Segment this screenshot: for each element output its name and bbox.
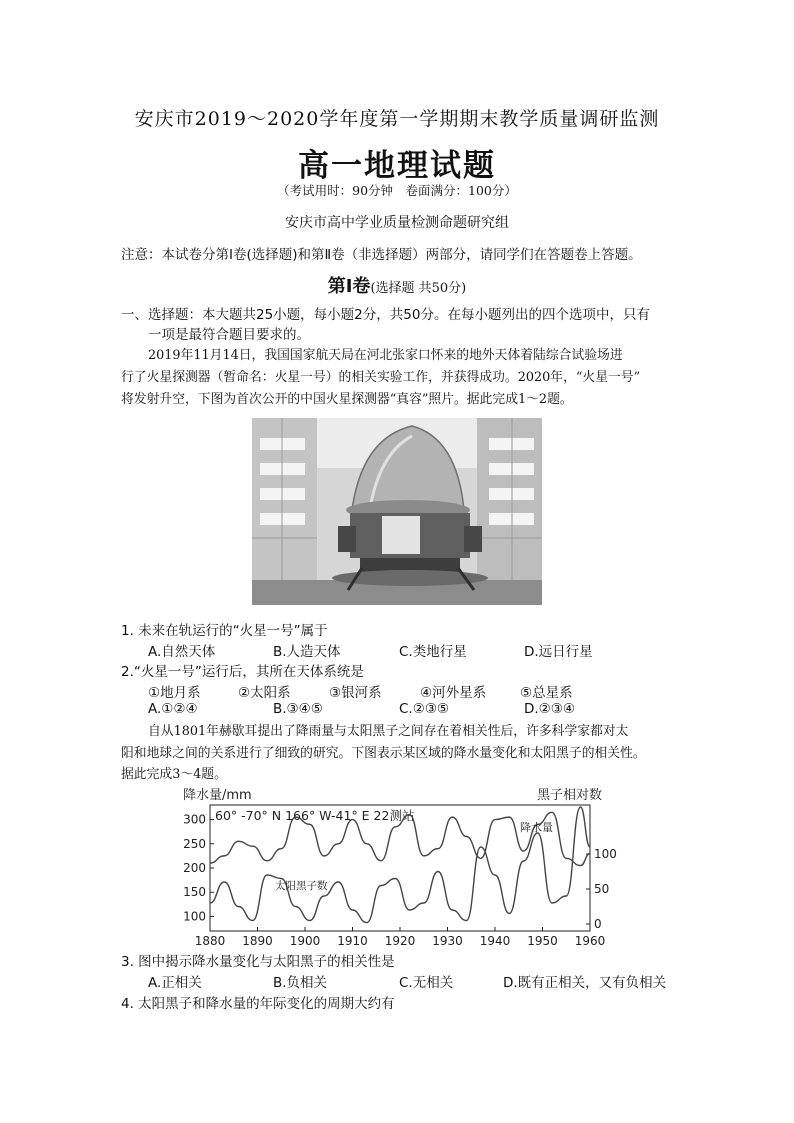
x-tick-label: 1900 bbox=[289, 934, 321, 948]
x-tick-label: 1910 bbox=[337, 934, 368, 948]
exam-header-line: 安庆市2019～2020学年度第一学期期末教学质量调研监测 bbox=[134, 108, 660, 130]
y-right-tick-label: 100 bbox=[594, 847, 617, 861]
q2-item-5: ⑤总星系 bbox=[520, 685, 573, 701]
y-axis-right-label: 黑子相对数 bbox=[537, 788, 603, 803]
organizer: 安庆市高中学业质量检测命题研究组 bbox=[285, 215, 509, 231]
x-tick-label: 1890 bbox=[242, 934, 273, 948]
y-left-tick-label: 200 bbox=[183, 861, 206, 875]
q2-item-1: ①地月系 bbox=[148, 685, 201, 701]
x-tick-label: 1930 bbox=[432, 934, 463, 948]
x-tick-label: 1960 bbox=[574, 934, 606, 948]
chart-title: 60° -70° N 166° W-41° E 22测站 bbox=[215, 808, 415, 823]
q1-option-a[interactable]: A.自然天体 bbox=[148, 644, 216, 660]
story1-line-1: 2019年11月14日，我国国家航天局在河北张家口怀来的地外天体着陆综合试验场进 bbox=[148, 348, 623, 363]
q2-option-b[interactable]: B.③④⑤ bbox=[273, 701, 323, 717]
q3-option-a[interactable]: A.正相关 bbox=[148, 975, 202, 991]
x-tick-label: 1940 bbox=[479, 934, 511, 948]
q2-option-a[interactable]: A.①②④ bbox=[148, 701, 198, 717]
question-2-stem: 2.“火星一号”运行后，其所在天体系统是 bbox=[121, 664, 364, 680]
y-right-tick-label: 0 bbox=[594, 917, 602, 931]
q3-option-c[interactable]: C.无相关 bbox=[399, 975, 454, 991]
mars-probe-photo bbox=[252, 418, 542, 605]
story2-line-3: 据此完成3～4题。 bbox=[121, 767, 227, 782]
q2-option-d[interactable]: D.②③④ bbox=[524, 701, 575, 717]
story2-line-2: 阳和地球之间的关系进行了细致的研究。下图表示某区域的降水量变化和太阳黑子的相关性。 bbox=[121, 746, 646, 761]
exam-info: （考试用时：90分钟 卷面满分：100分） bbox=[277, 183, 517, 198]
x-tick-label: 1920 bbox=[384, 934, 416, 948]
paper-title: 高一地理试题 bbox=[298, 148, 496, 184]
q2-item-2: ②太阳系 bbox=[238, 685, 291, 701]
question-3-stem: 3. 图中揭示降水量变化与太阳黑子的相关性是 bbox=[121, 954, 395, 970]
instruction-line-2: 一项是最符合题目要求的。 bbox=[148, 327, 310, 343]
section-title-sub: (选择题 共50分) bbox=[370, 281, 467, 296]
notice: 注意：本试卷分第Ⅰ卷(选择题)和第Ⅱ卷（非选择题）两部分，请同学们在答题卷上答题。 bbox=[121, 247, 642, 263]
precipitation-sunspot-chart bbox=[175, 783, 625, 948]
y-left-tick-label: 100 bbox=[183, 909, 206, 924]
q2-item-4: ④河外星系 bbox=[420, 685, 487, 701]
story1-line-2: 行了火星探测器（暂命名：火星一号）的相关实验工作，并获得成功。2020年，“火星一号” bbox=[121, 370, 641, 385]
q2-item-3: ③银河系 bbox=[329, 685, 382, 701]
y-left-tick-label: 150 bbox=[183, 885, 206, 900]
q3-option-b[interactable]: B.负相关 bbox=[273, 975, 328, 991]
q1-option-d[interactable]: D.远日行星 bbox=[524, 644, 593, 660]
story2-line-1: 自从1801年赫歇耳提出了降雨量与太阳黑子之间存在着相关性后，许多科学家都对太 bbox=[148, 724, 629, 739]
question-1-stem: 1. 未来在轨运行的“火星一号”属于 bbox=[121, 623, 328, 639]
q1-option-c[interactable]: C.类地行星 bbox=[399, 644, 467, 660]
y-left-tick-label: 300 bbox=[183, 812, 206, 827]
x-tick-label: 1950 bbox=[527, 934, 558, 948]
annotation-precipitation: 降水量 bbox=[520, 821, 553, 834]
section-title-main: 第Ⅰ卷 bbox=[327, 276, 371, 297]
annotation-sunspot: 太阳黑子数 bbox=[275, 880, 328, 892]
q3-option-d[interactable]: D.既有正相关，又有负相关 bbox=[503, 975, 667, 991]
q2-option-c[interactable]: C.②③⑤ bbox=[399, 701, 450, 717]
q1-option-b[interactable]: B.人造天体 bbox=[273, 644, 341, 660]
y-axis-left-label: 降水量/mm bbox=[183, 788, 252, 803]
y-right-tick-label: 50 bbox=[594, 882, 610, 896]
story1-line-3: 将发射升空，下图为首次公开的中国火星探测器“真容”照片。据此完成1～2题。 bbox=[121, 392, 573, 407]
instruction-line-1: 一、选择题：本大题共25小题，每小题2分，共50分。在每小题列出的四个选项中，只有 bbox=[121, 307, 650, 323]
y-left-tick-label: 250 bbox=[183, 836, 206, 851]
question-4-stem: 4. 太阳黑子和降水量的年际变化的周期大约有 bbox=[121, 996, 395, 1012]
x-tick-label: 1880 bbox=[194, 934, 226, 948]
section-title bbox=[0, 272, 794, 298]
